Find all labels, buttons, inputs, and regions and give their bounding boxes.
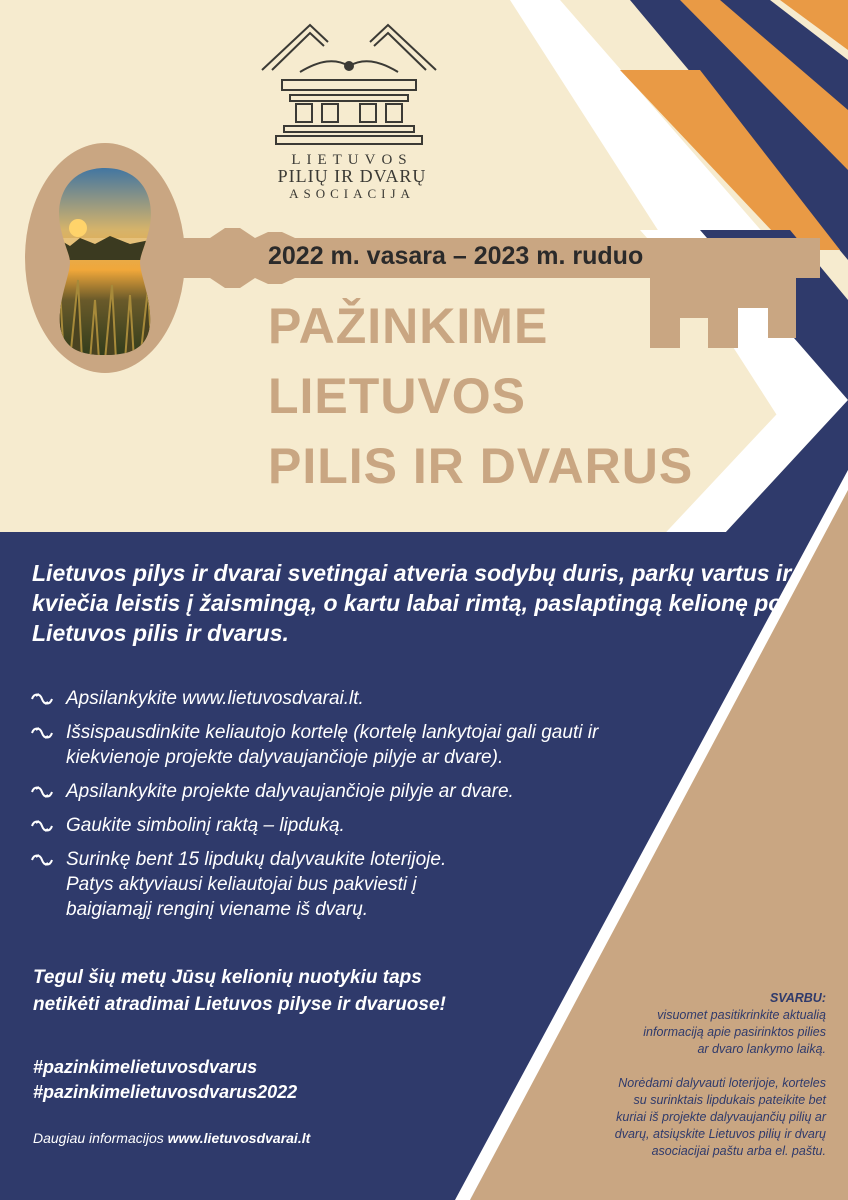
bullet-swirl-icon [30, 785, 54, 799]
step-text: baigiamąjį renginį viename iš dvarų. [66, 899, 369, 920]
logo-text-asociacija: ASOCIACIJA [289, 186, 415, 201]
title-line-3: PILIS IR DVARUS [268, 438, 694, 494]
lottery-line: asociacijai paštu arba el. paštu. [651, 1144, 826, 1158]
list-item [30, 720, 750, 770]
title-line-1: PAŽINKIME [268, 298, 549, 354]
step-text: Apsilankykite www.lietuvosdvarai.lt. [66, 688, 364, 709]
list-item [30, 813, 750, 838]
logo-text-piliu-ir-dvaru: PILIŲ IR DVARŲ [277, 166, 427, 186]
important-line: ar dvaro lankymo laiką. [697, 1042, 826, 1056]
lottery-line: su surinktais lipdukais pateikite bet [633, 1093, 826, 1107]
bullet-swirl-icon [30, 853, 54, 867]
important-line: visuomet pasitikrinkite aktualią [657, 1008, 826, 1022]
important-line: informaciją apie pasirinktos pilies [643, 1025, 826, 1039]
step-text: Patys aktyviausi keliautojai bus pakviesti į [66, 874, 417, 895]
step-text: Surinkę bent 15 lipdukų dalyvaukite loterijoje. [66, 849, 447, 870]
lottery-line: kuriai iš projekte dalyvaujančių pilių ar [616, 1110, 826, 1124]
step-text: kiekvienoje projekte dalyvaujančioje pilyje ar dvare). [66, 747, 504, 768]
step-text: Išsispausdinkite keliautojo kortelę (kortelę lankytojai gali gauti ir [66, 722, 599, 743]
important-title: SVARBU: [769, 991, 826, 1005]
hashtag-2: #pazinkimelietuvosdvarus2022 [33, 1082, 298, 1102]
more-info-link[interactable]: www.lietuvosdvarai.lt [167, 1130, 311, 1146]
intro-paragraph: Lietuvos pilys ir dvarai svetingai atveria sodybų duris, parkų vartus ir kviečia leistis į žaismingą, o kartu labai rimtą, paslaptingą kelionę po Lietuvos pilis ir dvarus. [32, 560, 792, 646]
logo-text-lietuvos: LIETUVOS [291, 152, 413, 168]
list-item [30, 847, 750, 922]
lottery-note [546, 1075, 826, 1160]
lottery-line: Norėdami dalyvauti loterijoje, korteles [618, 1076, 826, 1090]
step-text: Gaukite simbolinį raktą – lipduką. [66, 815, 345, 836]
more-info [33, 1130, 310, 1146]
closing-message [33, 964, 553, 1018]
steps-list [30, 686, 750, 931]
important-note [546, 990, 826, 1160]
list-item [30, 779, 750, 804]
bullet-swirl-icon [30, 819, 54, 833]
list-item [30, 686, 750, 711]
more-info-label: Daugiau informacijos [33, 1130, 164, 1146]
closing-line-2: netikėti atradimai Lietuvos pilyse ir dvaruose! [33, 994, 446, 1015]
hashtag-1: #pazinkimelietuvosdvarus [33, 1057, 258, 1077]
bullet-swirl-icon [30, 726, 54, 740]
closing-line-1: Tegul šių metų Jūsų kelionių nuotykiu taps [33, 967, 422, 988]
title-line-2: LIETUVOS [268, 368, 527, 424]
lottery-line: dvarų, atsiųskite Lietuvos pilių ir dvarų [614, 1127, 826, 1141]
step-text: Apsilankykite projekte dalyvaujančioje pilyje ar dvare. [66, 781, 514, 802]
bullet-swirl-icon [30, 692, 54, 706]
date-range: 2022 m. vasara – 2023 m. ruduo [268, 242, 644, 270]
